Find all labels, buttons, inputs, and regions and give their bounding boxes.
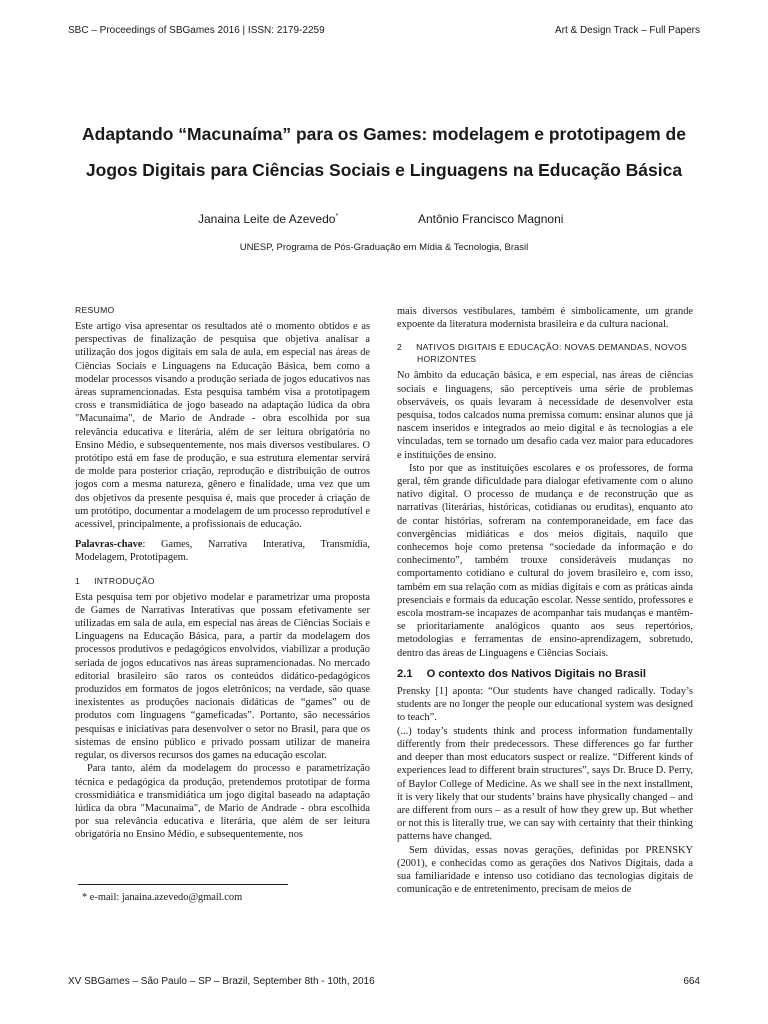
keywords [75, 538, 370, 564]
section-2-heading [397, 341, 693, 365]
subsection-2-1-title: O contexto dos Nativos Digitais no Brasil [426, 667, 647, 680]
left-column [75, 304, 370, 842]
abstract-heading: RESUMO [75, 305, 115, 315]
page-number: 664 [683, 976, 700, 987]
section-1-heading [75, 575, 370, 587]
keywords-list: : Games, Narrativa Interativa, Transmídia, Modelagem, Prototipagem. [75, 539, 370, 564]
section-1-paragraph-1: Esta pesquisa tem por objetivo modelar e parametrizar uma proposta de Games de Narrativas Interativas que possam efetivamente ser utilizadas em sala de aula, em especial nas áreas de Ciências Sociais e Linguagens na Educação Básica, para, a partir da modelagem dos processos produtivos e pedagógicos envolvidos, viabilizar a produção seriada de jogos educativos nas áreas supramencionadas. No mercado editorial brasileiro são raros os conteúdos didático-pedagógicos produzidos em formatos de jogos eletrônicos; na verdade, são quase inexistentes as produções nacionais didáticas de “games” ou de produtos com linguagens “gameficadas”. Portanto, são necessários pesquisas e iniciativas para desenvolver o setor no Brasil, para que os sistemas de ensino público e privado possam utilizar de maneira regular, os diversos recursos dos games na educação escolar. [75, 591, 370, 762]
subsection-2-1-paragraph-2: Sem dúvidas, essas novas gerações, definidas por PRENSKY (2001), e conhecidas como as gerações dos Nativos Digitais, dada a sua familiaridade e intenso uso cotidiano das tecnologias digitais de comunicação e de entretenimento, precisam de meios de [397, 844, 693, 896]
right-column [397, 305, 693, 896]
author-primary [198, 212, 338, 226]
footnote-email: * e-mail: janaina.azevedo@gmail.com [82, 892, 243, 903]
section-1-title: INTRODUÇÃO [94, 575, 155, 586]
author-secondary: Antônio Francisco Magnoni [418, 212, 564, 226]
section-2-title-line-1: NATIVOS DIGITAIS E EDUCAÇÃO: NOVAS DEMANDAS, NOVOS [416, 342, 688, 353]
subsection-2-1-paragraph-1: Prensky [1] aponta: “Our students have changed radically. Today’s students are no longer the people our educational system was designed to teach”. [397, 686, 693, 724]
subsection-2-1-number: 2.1 [397, 667, 413, 680]
author-footnote-mark: * [335, 213, 339, 220]
running-header-left: SBC – Proceedings of SBGames 2016 | ISSN: 2179-2259 [68, 25, 325, 36]
affiliation: UNESP, Programa de Pós-Graduação em Mídia & Tecnologia, Brasil [239, 242, 529, 253]
section-1-paragraph-2: Para tanto, além da modelagem do processo e parametrização técnica e pedagógica da produção, pretendemos prototipar de forma crossmidiática e transmidiática um jogo digital baseado na adaptação lúdica da obra "Macunaíma", de Mario de Andrade - obra escolhida por sua relevância educativa e literária, que além de ser leitura obrigatória no Ensino Médio, e subsequentemente, nos [75, 763, 370, 841]
author-primary-name: Janaina Leite de Azevedo [198, 212, 336, 226]
section-1-number: 1 [75, 575, 81, 586]
section-2-title-line-2: HORIZONTES [417, 354, 477, 365]
section-2-paragraph-2: Isto por que as instituições escolares e os professores, de forma geral, têm grande dificuldade para dialogar efetivamente com o aluno nativo digital. O processo de mudança e de reconstrução que as narrativas (literárias, históricas, cotidianas ou eruditas), enquanto ato de contar histórias, sofreram na contemporaneidade, em face das convergências midiáticas e dos meios digitais, naquilo que conhecemos hoje como pretensa “sociedade da informação e do conhecimento”, também trouxe consideráveis mudanças no comportamento cotidiano e cultural do jovem brasileiro e, com isso, também em sua relação com as mídias digitais e com as práticas ainda presenciais e formais da educação escolar. Nesse sentido, professores e escola mostram-se incapazes de acompanhar tais mudanças e mantêm-se prioritariamente analógicos quanto aos seus repertórios, metodologias e ferramentas de ensino-aprendizagem, sobretudo, dentro das áreas de Linguagens e Ciências Sociais. [397, 462, 693, 659]
section-1-paragraph-2-continued: mais diversos vestibulares, também é simbolicamente, um grande expoente da literatura modernista brasileira e da cultura nacional. [397, 306, 693, 331]
running-footer-left: XV SBGames – São Paulo – SP – Brazil, September 8th - 10th, 2016 [68, 976, 375, 987]
abstract-text: Este artigo visa apresentar os resultados até o momento obtidos e as perspectivas de finalização de pesquisa que objetiva analisar a utilização dos jogos digitais em sala de aula, em especial nas áreas de Ciências Sociais e Linguagens na Educação Básica, bem como a modelar processos visando a produção seriada de jogos educativos nas áreas supramencionadas. Esta pesquisa também visa a prototipagem cross e transmidiática de jogo baseado na adaptação lúdica da obra "Macunaíma", de Mario de Andrade - obra escolhida por sua relevância educativa e literária, além de ser leitura obrigatória no Ensino Médio, e subsequentemente, nos mais diversos vestibulares. O protótipo está em fase de produção, e sua estrutura elementar servirá de molde para posterior criação, reprodução e distribuição de outros jogos com a mesma natureza, gênero e finalidade, uma vez que um dos objetivos da presente pesquisa é, mais que proceder à criação de um protótipo, documentar a modelagem de um processo reprodutível e acessível, principalmente, a profissionais de educação. [75, 321, 370, 531]
section-2-paragraph-1: No âmbito da educação básica, e em especial, nas áreas de ciências sociais e linguagens, são perceptíveis uma série de problemas observáveis, os quais levaram à necessidade de desenvolver esta pesquisa, todos calcados numa premissa comum: ensinar alunos que já nascem inseridos e integrados ao meio digital e às tecnologias a ele vinculadas, tem se tornado um desafio cada vez maior para educadores e instituições de ensino. [397, 370, 693, 461]
footnote-rule [78, 884, 288, 885]
subsection-2-1-heading [397, 668, 693, 681]
paper-title [60, 116, 708, 188]
keywords-label: Palavras-chave [75, 539, 143, 551]
block-quote: (...) today’s students think and process information fundamentally differently from their predecessors. These differences go far further and deeper than most educators suspect or realize. “Different kinds of experiences lead to different brain structures”, says Dr. Bruce D. Perry, of Baylor College of Medicine. As we shall see in the next installment, it is very likely that our students’ brains have physically changed – and are different from ours – as a result of how they grew up. But whether or not this is literally true, we can say with certainty that their thinking patterns have changed. [397, 725, 693, 843]
title-line-2: Jogos Digitais para Ciências Sociais e Linguagens na Educação Básica [85, 160, 683, 180]
title-line-1: Adaptando “Macunaíma” para os Games: modelagem e prototipagem de [82, 124, 686, 144]
section-2-number: 2 [397, 342, 403, 353]
running-header-right: Art & Design Track – Full Papers [554, 25, 700, 36]
